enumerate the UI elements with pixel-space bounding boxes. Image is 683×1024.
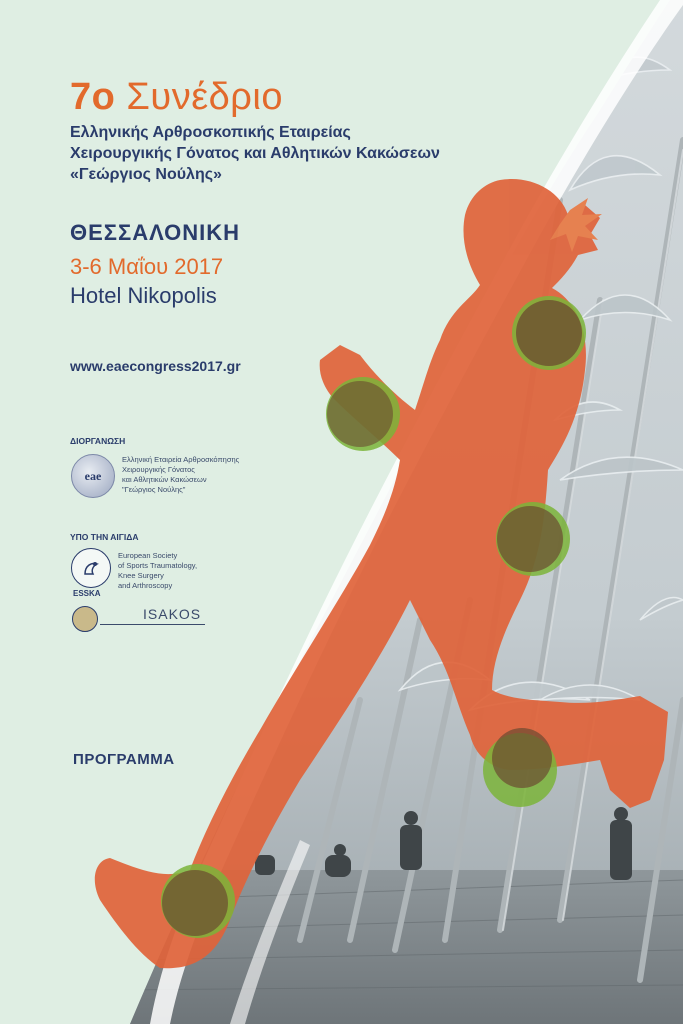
isakos-logo [72,606,98,632]
esska-logo [71,548,111,588]
esska-line: Knee Surgery [118,571,164,580]
congress-title: 7ο Συνέδριο [70,76,283,118]
event-city: ΘΕΣΣΑΛΟΝΙΚΗ [70,220,241,245]
organizer-line: Ελληνική Εταιρεία Αρθροσκόπησης [122,455,240,464]
esska-line: of Sports Traumatology, [118,561,198,570]
organizer-heading: ΔΙΟΡΓΑΝΩΣΗ [70,436,126,446]
esska-emblem-icon [79,556,103,580]
esska-label: ESSKA [73,589,101,598]
organizer-logo [71,454,115,498]
event-dates: 3-6 Μαΐου 2017 [70,254,224,279]
organizer-line: Χειρουργικής Γόνατος [122,465,195,474]
isakos-label: ISAKOS [143,606,202,622]
congress-subtitle [70,122,440,185]
organizer-line: και Αθλητικών Κακώσεων [122,475,207,484]
subtitle-line: Χειρουργικής Γόνατος και Αθλητικών Κακώσεων [70,145,440,162]
esska-line: European Society [118,551,178,560]
organizer-line: "Γεώργιος Νούλης" [122,485,186,494]
organizer-name [122,455,239,495]
subtitle-line: Ελληνικής Αρθροσκοπικής Εταιρείας [70,124,351,141]
program-label: ΠΡΟΓΡΑΜΜΑ [73,751,175,768]
subtitle-line: «Γεώργιος Νούλης» [70,166,222,183]
esska-line: and Arthroscopy [118,581,173,590]
esska-name [118,551,197,591]
event-venue: Hotel Nikopolis [70,283,217,308]
auspices-heading: ΥΠΟ ΤΗΝ ΑΙΓΙΔΑ [70,532,139,542]
website-link[interactable]: www.eaecongress2017.gr [70,358,241,374]
organizer-logo-text: eae [84,468,102,483]
isakos-rule [100,624,205,625]
